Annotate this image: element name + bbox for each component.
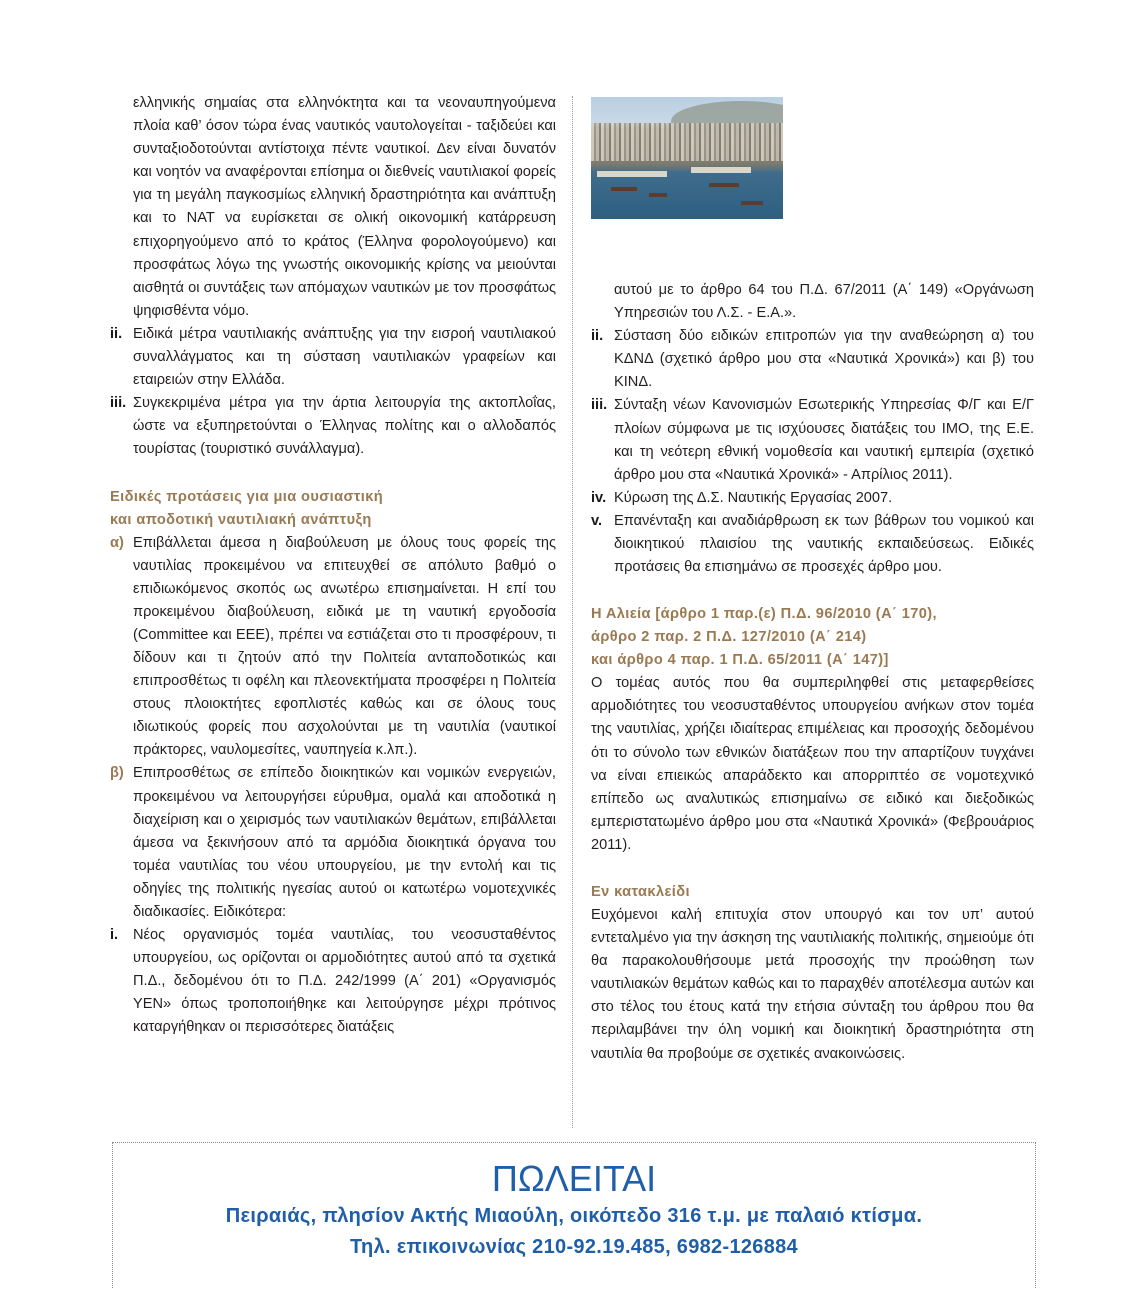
section-heading-line: Ειδικές προτάσεις για μια ουσιαστική — [110, 488, 384, 505]
list-item-text: Ειδικά μέτρα ναυτιλιακής ανάπτυξης για την εισροή ναυτιλιακού συναλλάγματος και τη σύσταση ναυτιλιακών γραφείων και εταιρειών στην Ελλάδα. — [133, 325, 556, 389]
list-item — [110, 323, 556, 392]
list-marker: ii. — [110, 325, 123, 342]
harbor-photo — [591, 97, 783, 219]
advert-title: ΠΩΛΕΙΤΑΙ — [491, 1158, 657, 1199]
list-item — [591, 510, 1034, 579]
list-item — [591, 487, 1034, 510]
list-item-text: Νέος οργανισμός τομέα ναυτιλίας, του νεοσυσταθέντος υπουργείου, ως ορίζονται οι αρμοδιότητες αυτού από τα σχετικά Π.Δ., δεδομένου ότι το Π.Δ. 242/1999 (Α΄ 201) «Οργανισμός ΥΕΝ» όπως τροποποιήθηκε και λειτούργησε μέχρι πρότινος καταργήθηκαν οι περισσότερες διατάξεις — [133, 927, 556, 1036]
list-item-text: Επιβάλλεται άμεσα η διαβούλευση με όλους τους φορείς της ναυτιλίας προκειμένου να επιτευχθεί σε απόλυτο βαθμό ο επιδιωκόμενος σκοπός ως ανωτέρω επισημαίνεται. Η επί του προκειμένου διαβούλευση, ειδικά με τη ναυτική εργοδοσία (Committee και ΕΕΕ), πρέπει να εστιάζεται στο τι προσφέρουν, τι δίδουν και τι ζητούν από την Πολιτεία ανταποδοτικώς και επιπροσθέτως τι οφέλη και πλεονεκτήματα προσφέρει η Πολιτεία στους πλοιοκτήτες εφοπλιστές καθώς και σε όλους τους ιδιωτικούς φορείς που ασχολούνται με τη ναυτιλία (ναυτικοί πράκτορες, ναυλομεσίτες, ναυπηγεία κ.λπ.). — [133, 534, 556, 759]
section-heading — [110, 486, 556, 532]
section-heading-line: και άρθρο 4 παρ. 1 Π.Δ. 65/2011 (Α΄ 147)] — [591, 652, 889, 669]
advert-phone: Τηλ. επικοινωνίας 210-92.19.485, 6982-126884 — [350, 1236, 798, 1258]
list-marker: ii. — [591, 328, 604, 345]
section-heading — [591, 603, 1034, 672]
intro-paragraph: ελληνικής σημαίας στα ελληνόκτητα και τα νεοναυπηγούμενα πλοία καθ’ όσον τώρα ένας ναυτικός ναυτολογείται - ταξιδεύει και συνταξιοδοτούνται αντίστοιχα πέντε ναυτικοί. Δεν είναι δυνατόν και νοητόν να αναφέρονται επίσημα οι διεθνείς ναυτιλιακοί φορείς για τη μεγάλη παγκοσμίως ελληνική δραστηριότητα και ανάπτυξη και το ΝΑΤ να ευρίσκεται σε ολική οικονομική κατάρρευση επιχορηγούμενο από το κράτος (Έλληνα φορολογούμενο) και προσφάτως λόγω της γνωστής οικονομικής κρίσης να μειούνται αισθητά οι συντάξεις των απόμαχων ναυτικών με τον προσφάτως ψηφισθέντα νόμο. — [133, 95, 556, 319]
list-item-text: Συγκεκριμένα μέτρα για την άρτια λειτουργία της ακτοπλοΐας, ώστε να εξυπηρετούνται ο Έλληνας πολίτης και ο αλλοδαπός τουρίστας (τουριστικό συνάλλαγμα). — [133, 395, 556, 458]
right-column — [591, 279, 1034, 1066]
continued-paragraph: αυτού με το άρθρο 64 του Π.Δ. 67/2011 (Α΄ 149) «Οργάνωση Υπηρεσιών του Λ.Σ. - Ε.Α.». — [614, 282, 1034, 322]
list-item — [591, 394, 1034, 486]
list-item — [591, 325, 1034, 394]
list-item-text: Σύσταση δύο ειδικών επιτροπών για την αναθεώρηση α) του ΚΔΝΔ (σχετικό άρθρο μου στα «Ναυτικά Χρονικά») και β) του ΚΙΝΔ. — [614, 328, 1034, 391]
left-column — [110, 92, 556, 1040]
section-heading-line: και αποδοτική ναυτιλιακή ανάπτυξη — [110, 511, 372, 528]
list-item — [110, 762, 556, 924]
list-item-text: Σύνταξη νέων Κανονισμών Εσωτερικής Υπηρεσίας Φ/Γ και Ε/Γ πλοίων σύμφωνα με τις ισχύουσες διατάξεις του ΙΜΟ, της Ε.Ε. και τη νεότερη εθνική νομοθεσία και ναυτική εμπειρία (σχετικό άρθρο μου στα «Ναυτικά Χρονικά» - Απρίλιος 2011). — [614, 397, 1034, 483]
list-marker: v. — [591, 512, 603, 529]
list-item-text: Κύρωση της Δ.Σ. Ναυτικής Εργασίας 2007. — [614, 489, 893, 506]
fishing-paragraph: Ο τομέας αυτός που θα συμπεριληφθεί στις μεταφερθείσες αρμοδιότητες του νεοσυσταθέντος υπουργείου ανήκων στον τομέα της ναυτιλίας, χρήζει ιδιαίτερας επιμέλειας και προσοχής δεδομένου ότι το σύνολο των εθνικών διατάξεων που την απαρτίζουν τυγχάνει να είναι επιεικώς απαράδεκτο και απορριπτέο σε νομοτεχνικό επίπεδο ως αναλυτικώς επισημαίνω σε ειδικό και διεξοδικώς εμπεριστατωμένο άρθρο μου στα «Ναυτικά Χρονικά» (Φεβρουάριος 2011). — [591, 675, 1034, 853]
advert-location: Πειραιάς, πλησίον Ακτής Μιαούλη, οικόπεδο 316 τ.μ. με παλαιό κτίσμα. — [225, 1205, 923, 1227]
list-marker: iii. — [591, 397, 608, 414]
list-item — [110, 924, 556, 1039]
list-marker: iii. — [110, 395, 127, 412]
list-marker: iv. — [591, 489, 607, 506]
section-heading-line: Η Αλιεία [άρθρο 1 παρ.(ε) Π.Δ. 96/2010 (Α΄ 170), — [591, 606, 937, 623]
column-divider — [572, 96, 573, 1128]
section-heading-line: άρθρο 2 παρ. 2 Π.Δ. 127/2010 (Α΄ 214) — [591, 629, 867, 646]
conclusion-paragraph: Ευχόμενοι καλή επιτυχία στον υπουργό και τον υπ’ αυτού εντεταλμένο για την άσκηση της ναυτιλιακής πολιτικής, σημειούμε ότι θα παρακολουθήσουμε μετά προσοχής την προώθηση των ναυτιλιακών θεμάτων καθώς και το παραχθέν αποτέλεσμα αυτών και στο τέλος του έτους κατά την ετήσια σύνταξη του άρθρου που θα περιλαμβάνει την όλη νομική και διοικητική δραστηριότητα στη ναυτιλία θα προβούμε σε σχετικές ανακοινώσεις. — [591, 906, 1034, 1062]
list-item-text: Επιπροσθέτως σε επίπεδο διοικητικών και νομικών ενεργειών, προκειμένου να λειτουργήσει εύρυθμα, ομαλά και αποδοτικά η διαχείριση και ο χειρισμός των ναυτιλιακών θεμάτων, επιβάλλεται άμεσα να ξεκινήσουν από τα αρμόδια διοικητικά όργανα του τομέα ναυτιλίας του νέου υπουργείου, με την εντολή και τις οδηγίες της πολιτικής ηγεσίας αυτού οι κατωτέρω νομοτεχνικές διαδικασίες. Ειδικότερα: — [133, 765, 556, 920]
list-item — [110, 392, 556, 461]
list-marker: β) — [110, 765, 124, 782]
list-marker: i. — [110, 927, 119, 944]
list-marker: α) — [110, 534, 124, 551]
for-sale-advert — [112, 1142, 1036, 1288]
section-heading: Εν κατακλείδι — [591, 883, 690, 900]
list-item — [110, 532, 556, 763]
list-item-text: Επανένταξη και αναδιάρθρωση εκ των βάθρων του νομικού και διοικητικού πλαισίου της ναυτικής εκπαιδεύσεως. Ειδικές προτάσεις θα επισημάνω σε προσεχές άρθρο μου. — [614, 512, 1034, 576]
